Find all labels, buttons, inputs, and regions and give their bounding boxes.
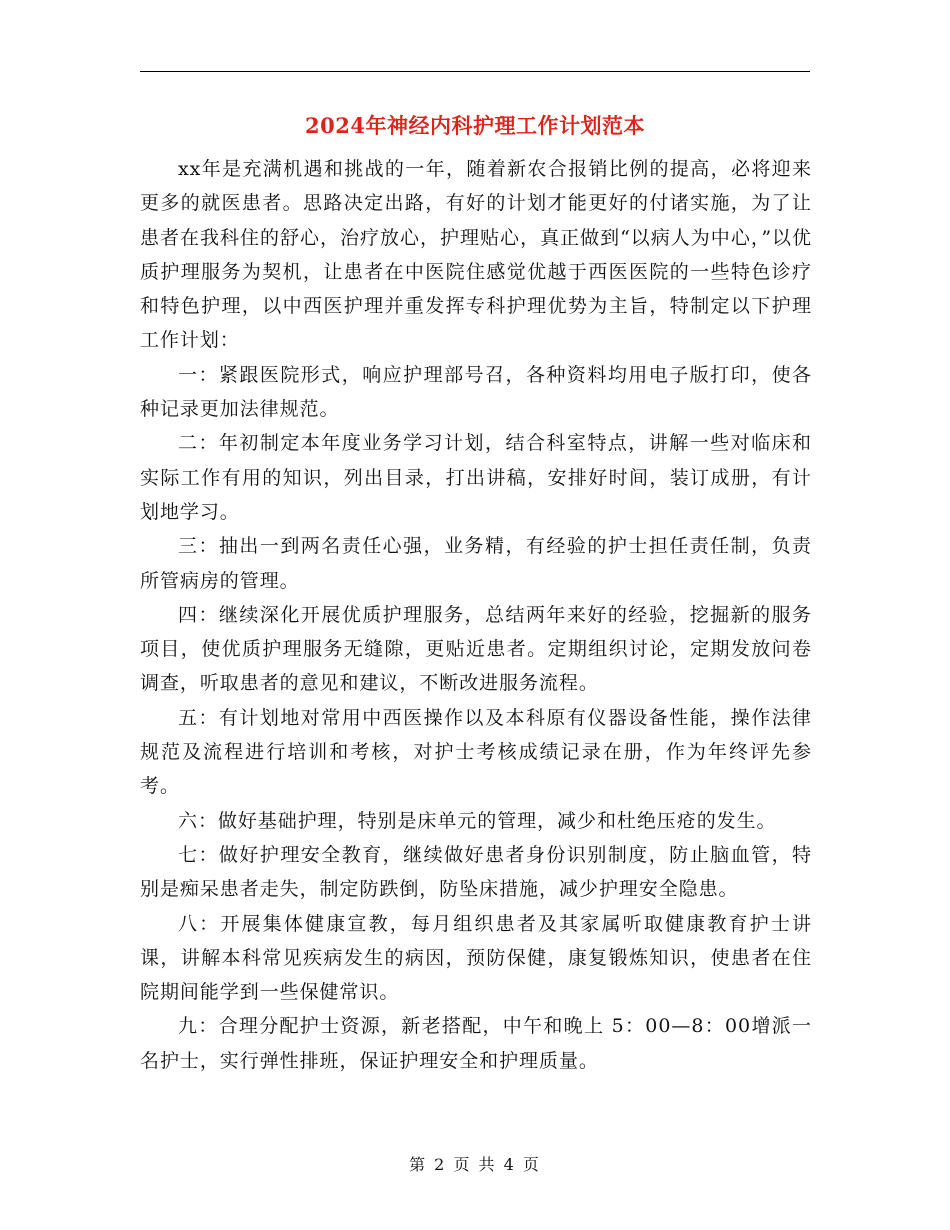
paragraph-item-8: 八：开展集体健康宣教，每月组织患者及其家属听取健康教育护士讲课，讲解本科常见疾病发生的病因，预防保健，康复锻炼知识，使患者在住院期间能学到一些保健常识。 bbox=[140, 912, 812, 1004]
page-number-footer: 第 2 页 共 4 页 bbox=[409, 1155, 541, 1174]
header-rule bbox=[140, 71, 810, 72]
paragraph-item-1: 一：紧跟医院形式，响应护理部号召，各种资料均用电子版打印，使各种记录更加法律规范。 bbox=[140, 363, 812, 421]
paragraph-intro: xx年是充满机遇和挑战的一年，随着新农合报销比例的提高，必将迎来更多的就医患者。思路决定出路，有好的计划才能更好的付诸实施，为了让患者在我科住的舒心，治疗放心，护理贴心，真正做到“以病人为中心，”以优质护理服务为契机，让患者在中医院住感觉优越于西医医院的一些特色诊疗和特色护理，以中西医护理并重发挥专科护理优势为主旨，特制定以下护理工作计划： bbox=[140, 158, 812, 352]
document-title: 2024年神经内科护理工作计划范本 bbox=[305, 113, 645, 138]
paragraph-item-4: 四：继续深化开展优质护理服务，总结两年来好的经验，挖掘新的服务项目，使优质护理服务无缝隙，更贴近患者。定期组织讨论，定期发放问卷调查，听取患者的意见和建议，不断改进服务流程。 bbox=[140, 603, 812, 695]
paragraph-item-5: 五：有计划地对常用中西医操作以及本科原有仪器设备性能，操作法律规范及流程进行培训和考核，对护士考核成绩记录在册，作为年终评先参考。 bbox=[140, 706, 812, 798]
paragraph-item-7: 七：做好护理安全教育，继续做好患者身份识别制度，防止脑血管，特别是痴呆患者走失，制定防跌倒，防坠床措施，减少护理安全隐患。 bbox=[140, 843, 812, 901]
paragraph-item-3: 三：抽出一到两名责任心强，业务精，有经验的护士担任责任制，负责所管病房的管理。 bbox=[140, 535, 812, 592]
paragraph-item-6: 六：做好基础护理，特别是床单元的管理，减少和杜绝压疮的发生。 bbox=[178, 809, 777, 832]
paragraph-item-2: 二：年初制定本年度业务学习计划，结合科室特点，讲解一些对临床和实际工作有用的知识，列出目录，打出讲稿，安排好时间，装订成册，有计划地学习。 bbox=[140, 432, 812, 523]
document-body bbox=[140, 152, 812, 1078]
paragraph-item-9: 九：合理分配护士资源，新老搭配，中午和晚上 5：00—8：00增派一名护士，实行弹性排班，保证护理安全和护理质量。 bbox=[140, 1015, 812, 1072]
